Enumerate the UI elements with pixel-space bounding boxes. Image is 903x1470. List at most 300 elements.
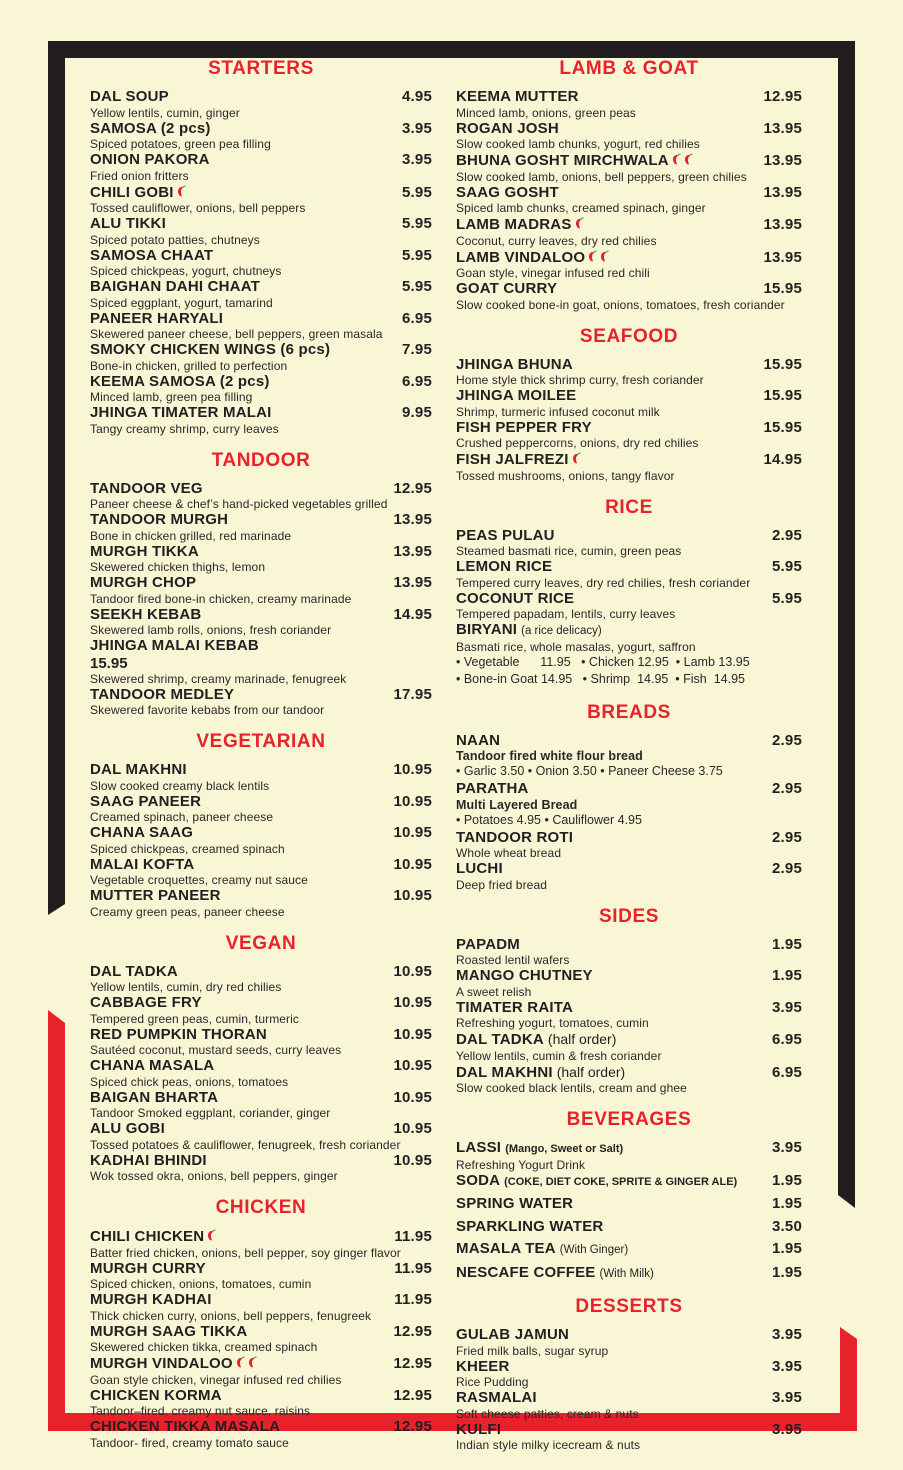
chili-icon xyxy=(671,152,681,167)
menu-item-price: 15.95 xyxy=(90,654,128,672)
menu-item-name-wrap xyxy=(90,825,193,842)
menu-item xyxy=(90,857,432,888)
menu-item xyxy=(456,559,802,590)
menu-item-note: (half order) xyxy=(547,1031,617,1047)
section-title-breads: BREADS xyxy=(587,701,671,723)
menu-item-price: 17.95 xyxy=(393,685,432,703)
menu-item-name-wrap xyxy=(90,279,260,296)
menu-item-name-wrap xyxy=(456,249,609,267)
section-vegetarian xyxy=(90,731,432,919)
menu-item-options: • Vegetable 11.95 • Chicken 12.95 • Lamb 13.95 xyxy=(456,654,750,669)
menu-item xyxy=(456,528,802,559)
menu-item-price: 14.95 xyxy=(393,605,432,623)
menu-item-name-wrap xyxy=(90,1419,280,1436)
menu-item-desc: Tossed potatoes & cauliflower, fenugreek, fresh coriander xyxy=(90,1137,401,1152)
menu-item-price: 15.95 xyxy=(763,387,802,404)
menu-item-row xyxy=(90,1388,432,1405)
menu-item xyxy=(90,1261,432,1292)
menu-item-desc: Spiced lamb chunks, creamed spinach, ginger xyxy=(456,201,706,215)
menu-item-name-wrap xyxy=(456,528,555,545)
menu-item-price: 1.95 xyxy=(772,967,802,984)
menu-item-desc: Soft cheese patties, cream & nuts xyxy=(456,1406,639,1421)
menu-item xyxy=(456,388,802,419)
menu-item-row xyxy=(456,1327,802,1344)
menu-item-price: 11.95 xyxy=(394,1259,432,1277)
menu-item xyxy=(90,481,432,512)
menu-item-name-wrap xyxy=(90,607,201,624)
menu-item-price: 6.95 xyxy=(402,372,432,390)
menu-item-name: SAAG PANEER xyxy=(90,792,202,810)
menu-item-name-wrap xyxy=(90,1261,206,1278)
menu-item-desc: Skewered paneer cheese, bell peppers, green masala xyxy=(90,327,383,341)
menu-item-row xyxy=(90,1419,432,1436)
menu-item xyxy=(456,1140,802,1172)
menu-item-row xyxy=(90,152,432,169)
menu-item-name: TANDOOR MURGH xyxy=(90,511,229,528)
menu-item-name-wrap xyxy=(456,937,520,954)
chili-icon xyxy=(587,249,597,264)
menu-item-desc: Tangy creamy shrimp, curry leaves xyxy=(90,421,279,436)
menu-item-name: MANGO CHUTNEY xyxy=(456,967,593,984)
menu-item-name: JHINGA MALAI KEBAB xyxy=(90,637,259,654)
menu-item-note: (a rice delicacy) xyxy=(521,625,602,637)
menu-item-desc: Spiced chickpeas, creamed spinach xyxy=(90,841,285,856)
menu-item-desc: Creamed spinach, paneer cheese xyxy=(90,810,274,824)
menu-item-name-wrap xyxy=(90,888,221,905)
menu-item-row xyxy=(90,687,432,704)
menu-item-name: PARATHA xyxy=(456,780,529,797)
menu-item-name: CHANA SAAG xyxy=(90,824,194,841)
menu-item-row xyxy=(90,1121,432,1138)
menu-item-name: CHICKEN TIKKA MASALA xyxy=(90,1418,281,1435)
chili-icon xyxy=(683,152,693,167)
section-starters xyxy=(90,58,432,436)
menu-item-name-wrap xyxy=(456,1000,573,1017)
menu-item-desc: Slow cooked lamb chunks, yogurt, red chilies xyxy=(456,137,700,151)
menu-item-price: 1.95 xyxy=(772,1263,802,1281)
menu-item-price: 1.95 xyxy=(772,1240,802,1257)
section-title-lamb-goat: LAMB & GOAT xyxy=(559,58,699,79)
menu-item-row xyxy=(456,357,802,374)
menu-item-desc: Minced lamb, onions, green peas xyxy=(456,105,636,120)
menu-item-desc: Yellow lentils, cumin & fresh coriander xyxy=(456,1048,662,1063)
menu-item-price: 3.95 xyxy=(772,1389,802,1406)
menu-item-row xyxy=(456,591,802,608)
menu-item-name: MUTTER PANEER xyxy=(90,887,221,904)
menu-item-name-wrap xyxy=(456,861,503,878)
menu-item-name: CHICKEN KORMA xyxy=(90,1386,222,1404)
menu-item-price: 10.95 xyxy=(393,887,432,904)
menu-item-note: (COKE, DIET COKE, SPRITE & GINGER ALE) xyxy=(504,1175,738,1188)
menu-item-row xyxy=(456,1219,802,1236)
menu-item-name: CHILI CHICKEN xyxy=(90,1228,205,1245)
menu-item-price: 2.95 xyxy=(772,731,802,749)
menu-item-row xyxy=(90,794,432,811)
menu-item-price: 1.95 xyxy=(772,935,802,953)
menu-item xyxy=(456,622,802,688)
menu-item-name-wrap xyxy=(456,622,602,640)
menu-item xyxy=(456,1196,802,1213)
menu-item-row xyxy=(456,121,802,138)
menu-item-desc-bold: Multi Layered Bread xyxy=(456,797,578,812)
menu-item xyxy=(90,1027,432,1058)
menu-item-row xyxy=(90,1292,432,1309)
menu-item-name: MALAI KOFTA xyxy=(90,855,195,873)
menu-item-desc: Yellow lentils, cumin, dry red chilies xyxy=(90,980,282,994)
menu-item xyxy=(456,1390,802,1421)
menu-item-row xyxy=(456,451,802,469)
menu-item-price: 12.95 xyxy=(393,1355,432,1372)
section-title-vegetarian: VEGETARIAN xyxy=(196,731,326,752)
menu-item xyxy=(456,185,802,216)
menu-item-price: 1.95 xyxy=(772,1171,802,1189)
menu-item-name: SAAG GOSHT xyxy=(456,183,559,201)
menu-item-row xyxy=(456,528,802,545)
menu-item xyxy=(90,794,432,825)
menu-item-price: 5.95 xyxy=(402,215,432,232)
menu-item-row xyxy=(90,575,432,592)
menu-item-price: 12.95 xyxy=(393,1386,432,1404)
menu-item-name: ALU TIKKI xyxy=(90,215,166,232)
menu-item-desc: Shrimp, turmeric infused coconut milk xyxy=(456,404,660,419)
menu-item-price: 2.95 xyxy=(772,526,802,544)
menu-item xyxy=(456,733,802,781)
menu-item-desc: Tandoor- fired, creamy tomato sauce xyxy=(90,1435,289,1450)
menu-item-desc: Tempered curry leaves, dry red chilies, fresh coriander xyxy=(456,575,751,590)
menu-item-price: 12.95 xyxy=(393,479,432,497)
menu-item-desc: Sautéed coconut, mustard seeds, curry leaves xyxy=(90,1043,342,1057)
menu-item-name: BHUNA GOSHT MIRCHWALA xyxy=(456,152,669,169)
menu-item-price: 10.95 xyxy=(393,761,432,778)
section-rice xyxy=(456,497,802,688)
menu-item-name: TIMATER RAITA xyxy=(456,998,574,1016)
frame-right-red-bar xyxy=(840,1327,857,1413)
menu-item-name-wrap xyxy=(90,1388,222,1405)
menu-item xyxy=(456,420,802,451)
menu-item-price: 6.95 xyxy=(772,1063,802,1081)
menu-item xyxy=(456,121,802,152)
menu-item-desc: Minced lamb, green pea filling xyxy=(90,390,253,404)
menu-item-desc: Goan style, vinegar infused red chili xyxy=(456,266,650,280)
section-title-beverages: BEVERAGES xyxy=(566,1109,692,1130)
menu-item-name-wrap xyxy=(90,374,270,391)
menu-item-name-wrap xyxy=(90,481,203,498)
menu-item-name: MURGH KADHAI xyxy=(90,1291,212,1308)
menu-item-name-wrap xyxy=(456,1140,623,1158)
menu-item-desc: Slow cooked lamb, onions, bell peppers, green chilies xyxy=(456,169,747,184)
menu-item-desc: Whole wheat bread xyxy=(456,846,562,860)
menu-item xyxy=(90,1324,432,1355)
menu-item-price: 10.95 xyxy=(393,792,432,810)
menu-item xyxy=(456,357,802,388)
menu-item-name: GOAT CURRY xyxy=(456,280,558,297)
menu-item-row xyxy=(90,1153,432,1170)
menu-item-row xyxy=(90,888,432,905)
menu-item-desc: Spiced potatoes, green pea filling xyxy=(90,137,271,151)
chili-icon xyxy=(235,1355,245,1370)
menu-item xyxy=(90,1355,432,1387)
menu-item-name-wrap xyxy=(456,1219,603,1236)
menu-item-row xyxy=(456,1241,802,1259)
menu-item-name: TANDOOR MEDLEY xyxy=(90,685,235,703)
menu-item-row xyxy=(90,184,432,202)
menu-item-name: BAIGHAN DAHI CHAAT xyxy=(90,278,260,295)
menu-item-name-wrap xyxy=(456,121,559,138)
menu-item xyxy=(90,607,432,638)
section-sides xyxy=(456,906,802,1096)
menu-item-name-wrap xyxy=(90,857,194,874)
menu-item xyxy=(90,1058,432,1089)
menu-item-desc: Slow cooked creamy black lentils xyxy=(90,778,270,793)
menu-item-row xyxy=(456,733,802,750)
menu-item-price: 13.95 xyxy=(763,119,802,137)
menu-item-name: ROGAN JOSH xyxy=(456,119,559,137)
menu-item-price: 11.95 xyxy=(394,1228,432,1245)
menu-item-desc: Bone-in chicken, grilled to perfection xyxy=(90,358,288,373)
menu-item xyxy=(90,152,432,183)
menu-item-row xyxy=(90,544,432,561)
menu-item-price: 4.95 xyxy=(402,88,432,105)
menu-item-price: 3.95 xyxy=(402,151,432,168)
menu-item xyxy=(90,342,432,373)
menu-item-desc: Fried milk balls, sugar syrup xyxy=(456,1343,609,1358)
menu-item-row xyxy=(90,89,432,106)
menu-item-name-wrap xyxy=(90,1153,207,1170)
menu-item xyxy=(90,1419,432,1450)
menu-item-desc: Creamy green peas, paneer cheese xyxy=(90,904,285,919)
menu-item-name-wrap xyxy=(90,405,272,422)
menu-item-row xyxy=(456,281,802,298)
menu-item-name-wrap xyxy=(90,248,213,265)
menu-item xyxy=(90,216,432,247)
menu-item-name-wrap xyxy=(90,1292,212,1309)
menu-item-desc: Paneer cheese & chef’s hand-picked vegetables grilled xyxy=(90,497,388,511)
menu-item-price: 5.95 xyxy=(402,183,432,201)
menu-item-row xyxy=(456,1196,802,1213)
section-title-chicken: CHICKEN xyxy=(215,1197,307,1218)
menu-item-row xyxy=(90,512,432,529)
menu-item-options: • Garlic 3.50 • Onion 3.50 • Paneer Cheese 3.75 xyxy=(456,764,723,778)
menu-item-price: 2.95 xyxy=(772,780,802,797)
menu-item-name-wrap xyxy=(90,544,199,561)
menu-item-row xyxy=(90,964,432,981)
menu-item-row xyxy=(90,1027,432,1044)
menu-item-name: TANDOOR ROTI xyxy=(456,828,574,846)
menu-item-row xyxy=(90,1355,432,1373)
menu-item-desc: Coconut, curry leaves, dry red chilies xyxy=(456,233,657,248)
menu-item-name-wrap xyxy=(456,420,592,437)
menu-item-name: DAL SOUP xyxy=(90,88,169,105)
menu-item-name: DAL TADKA xyxy=(456,1031,544,1048)
menu-item-name: MURGH TIKKA xyxy=(90,542,199,560)
menu-item-name-wrap xyxy=(90,995,202,1012)
menu-item-name: JHINGA TIMATER MALAI xyxy=(90,404,272,421)
menu-item-row xyxy=(456,89,802,106)
menu-item-row xyxy=(90,342,432,359)
menu-item-row xyxy=(90,121,432,138)
menu-item-row xyxy=(456,185,802,202)
menu-item-row xyxy=(456,781,802,798)
menu-item-name: SODA xyxy=(456,1171,501,1189)
menu-item-price: 13.95 xyxy=(393,511,432,528)
menu-item-price: 12.95 xyxy=(393,1322,432,1340)
menu-item xyxy=(90,1121,432,1152)
menu-item-desc: Slow cooked bone-in goat, onions, tomatoes, fresh coriander xyxy=(456,297,785,312)
menu-item-price: 9.95 xyxy=(402,404,432,421)
menu-item-desc: Tandoor fired bone-in chicken, creamy marinade xyxy=(90,591,352,606)
menu-item-options: • Potatoes 4.95 • Cauliflower 4.95 xyxy=(456,812,642,827)
menu-item-row xyxy=(456,968,802,985)
menu-item-desc: Tempered green peas, cumin, turmeric xyxy=(90,1011,300,1026)
menu-item xyxy=(456,1359,802,1390)
menu-item xyxy=(456,451,802,483)
menu-item-name-wrap xyxy=(456,185,559,202)
menu-item xyxy=(90,1090,432,1121)
menu-item-price: 3.95 xyxy=(402,119,432,137)
menu-item-row xyxy=(456,420,802,437)
menu-item-name-wrap xyxy=(456,451,581,469)
chili-icon xyxy=(176,184,186,199)
menu-item-name: MURGH CURRY xyxy=(90,1259,206,1277)
menu-item-desc: Goan style chicken, vinegar infused red chilies xyxy=(90,1372,342,1387)
menu-item-name-wrap xyxy=(90,794,201,811)
menu-item xyxy=(90,888,432,919)
menu-item-name: BIRYANI xyxy=(456,621,518,638)
menu-item-desc: Bone in chicken grilled, red marinade xyxy=(90,528,292,543)
menu-item-name-wrap xyxy=(90,1324,247,1341)
menu-item-name-wrap xyxy=(456,388,576,405)
menu-item xyxy=(456,1327,802,1358)
menu-item-name: RED PUMPKIN THORAN xyxy=(90,1025,267,1043)
section-title-tandoor: TANDOOR xyxy=(211,449,311,471)
menu-item xyxy=(90,995,432,1026)
menu-item-name-wrap xyxy=(456,781,529,798)
section-title-sides: SIDES xyxy=(598,905,660,927)
menu-item-name: CHANA MASALA xyxy=(90,1057,215,1074)
chili-icon xyxy=(247,1355,257,1370)
menu-item-desc: Spiced eggplant, yogurt, tamarind xyxy=(90,295,273,310)
menu-item-name: LEMON RICE xyxy=(456,558,553,575)
menu-item-name-wrap xyxy=(90,687,234,704)
menu-item-price: 13.95 xyxy=(763,248,802,266)
menu-item xyxy=(456,1241,802,1259)
menu-item-name: PANEER HARYALI xyxy=(90,309,224,327)
menu-item-row xyxy=(90,248,432,265)
menu-item-price: 12.95 xyxy=(393,1418,432,1435)
menu-item xyxy=(456,968,802,999)
menu-item-price: 13.95 xyxy=(763,216,802,233)
menu-item-row xyxy=(456,388,802,405)
menu-item-row xyxy=(456,216,802,234)
menu-item-name: SEEKH KEBAB xyxy=(90,605,202,623)
menu-item-desc: Batter fried chicken, onions, bell pepper, soy ginger flavor xyxy=(90,1245,401,1260)
menu-item xyxy=(90,638,432,686)
menu-item xyxy=(456,1265,802,1283)
menu-item-name-wrap xyxy=(90,311,223,328)
menu-item-row xyxy=(456,830,802,847)
menu-item-price: 7.95 xyxy=(402,341,432,358)
menu-item-desc: A sweet relish xyxy=(456,984,532,999)
menu-item xyxy=(456,281,802,312)
menu-item-name: BAIGAN BHARTA xyxy=(90,1088,219,1106)
menu-item xyxy=(90,1228,432,1260)
menu-item-name: JHINGA MOILEE xyxy=(456,387,577,404)
menu-item-price: 3.95 xyxy=(772,1326,802,1343)
menu-item-row xyxy=(90,481,432,498)
menu-item-row xyxy=(456,861,802,878)
menu-item-name: KEEMA MUTTER xyxy=(456,88,579,105)
frame-left-black-bar xyxy=(48,41,65,915)
menu-item-name-wrap xyxy=(90,638,259,655)
menu-item-name-wrap xyxy=(90,1228,216,1246)
menu-item-desc: Tandoor–fired, creamy nut sauce, raisins xyxy=(90,1404,311,1418)
menu-item-price: 10.95 xyxy=(393,1120,432,1137)
section-tandoor xyxy=(90,450,432,718)
menu-item-name-wrap xyxy=(90,1355,257,1373)
menu-item-name: SMOKY CHICKEN WINGS (6 pcs) xyxy=(90,341,331,358)
menu-item-desc: Vegetable croquettes, creamy nut sauce xyxy=(90,873,308,887)
menu-item-name: COCONUT RICE xyxy=(456,589,575,607)
menu-item-row xyxy=(90,857,432,874)
menu-item-note: (With Ginger) xyxy=(559,1244,629,1256)
chili-icon xyxy=(206,1228,216,1243)
menu-item-name: LASSI xyxy=(456,1139,502,1156)
menu-item-price: 2.95 xyxy=(772,828,802,846)
chili-icon xyxy=(599,249,609,264)
menu-item xyxy=(456,830,802,861)
menu-item xyxy=(90,89,432,120)
menu-item-row xyxy=(456,1359,802,1376)
menu-item xyxy=(456,89,802,120)
menu-item xyxy=(456,216,802,248)
menu-item-name: SPARKLING WATER xyxy=(456,1217,604,1235)
menu-item-desc: Steamed basmati rice, cumin, green peas xyxy=(456,544,682,558)
menu-item-price: 3.95 xyxy=(772,1139,802,1156)
menu-item-name: SPRING WATER xyxy=(456,1195,574,1212)
menu-item xyxy=(90,687,432,718)
section-title-starters: STARTERS xyxy=(208,58,314,79)
section-vegan xyxy=(90,933,432,1184)
menu-item xyxy=(456,1000,802,1031)
section-seafood xyxy=(456,326,802,483)
menu-item-desc: Slow cooked black lentils, cream and ghee xyxy=(456,1081,687,1095)
menu-item-price: 10.95 xyxy=(393,855,432,873)
menu-item-price: 13.95 xyxy=(393,542,432,560)
menu-item-price: 5.95 xyxy=(772,558,802,575)
menu-item-name: LAMB VINDALOO xyxy=(456,248,586,266)
menu-item-name-wrap xyxy=(90,762,187,779)
menu-item-name-wrap xyxy=(456,1390,537,1407)
menu-item-name: PAPADM xyxy=(456,935,520,953)
menu-item-desc: Home style thick shrimp curry, fresh coriander xyxy=(456,373,704,387)
menu-item-name: CABBAGE FRY xyxy=(90,994,202,1011)
menu-item xyxy=(90,1292,432,1323)
menu-item-name-wrap xyxy=(456,357,573,374)
chili-icon xyxy=(571,451,581,466)
menu-item-name-wrap xyxy=(456,591,574,608)
menu-item xyxy=(90,405,432,436)
menu-item xyxy=(90,374,432,405)
menu-item-name-wrap xyxy=(456,89,579,106)
menu-item-row xyxy=(90,405,432,422)
section-title-rice: RICE xyxy=(605,496,653,518)
menu-item xyxy=(90,964,432,995)
section-desserts xyxy=(456,1296,802,1452)
menu-item-desc: Yellow lentils, cumin, ginger xyxy=(90,105,240,120)
menu-item xyxy=(90,575,432,606)
chili-icon xyxy=(574,216,584,231)
menu-item-name: JHINGA BHUNA xyxy=(456,355,573,373)
